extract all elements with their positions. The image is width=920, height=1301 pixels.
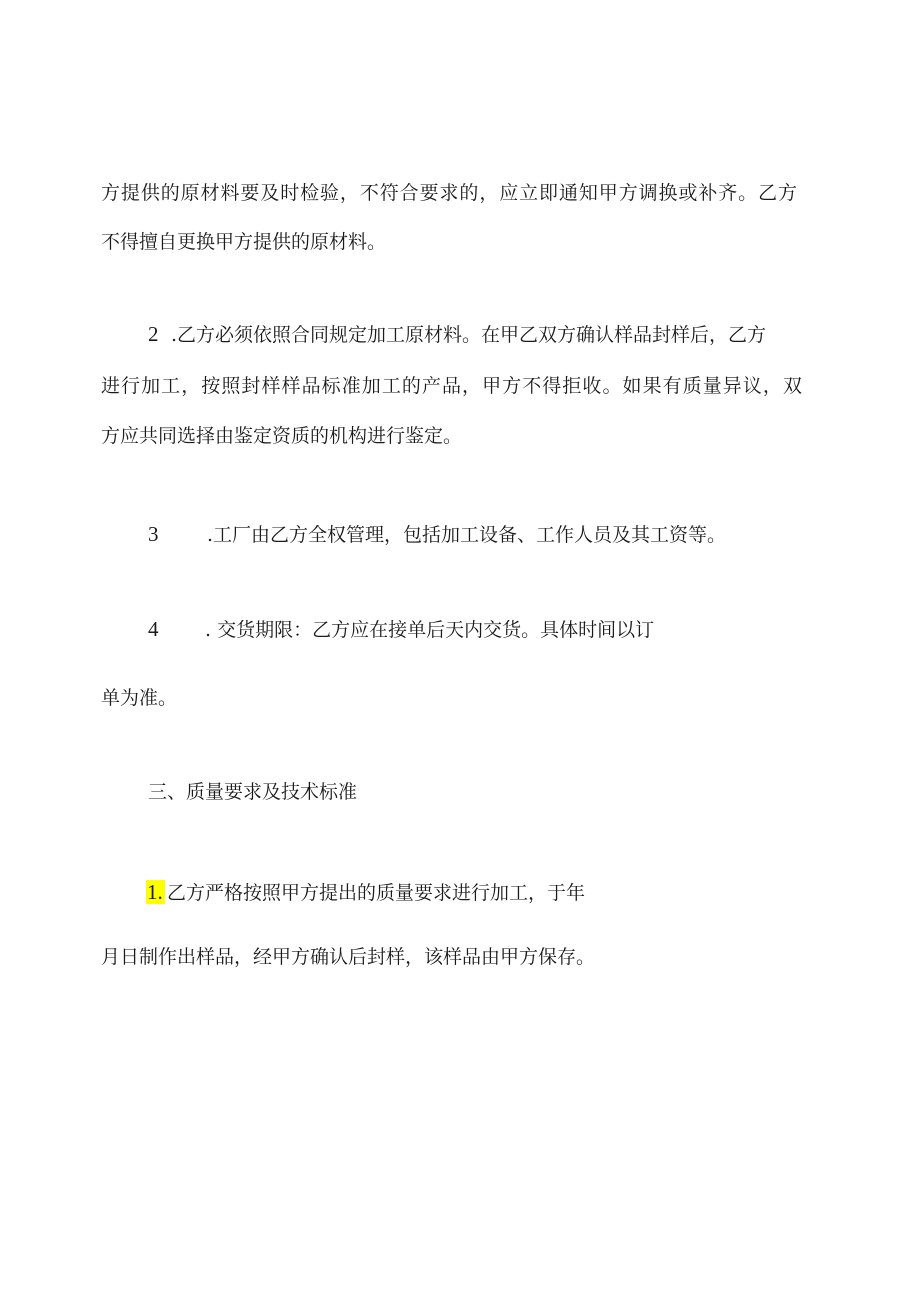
item4-number: 4 — [148, 617, 159, 641]
item2-line2: 进行加工，按照封样样品标准加工的产品，甲方不得拒收。如果有质量异议，双 — [101, 375, 802, 397]
item1-line2: 月日制作出样品，经甲方确认后封样，该样品由甲方保存。 — [101, 946, 596, 968]
item3-text: .工厂由乙方全权管理，包括加工设备、工作人员及其工资等。 — [207, 524, 727, 546]
para1-line1: 方提供的原材料要及时检验，不符合要求的，应立即通知甲方调换或补齐。乙方 — [101, 182, 797, 204]
section-heading: 三、质量要求及技术标准 — [148, 781, 358, 803]
item2-number: 2 — [148, 322, 159, 346]
item1-line1: 乙方严格按照甲方提出的质量要求进行加工，于年 — [167, 882, 586, 904]
item4-line2: 单为准。 — [101, 687, 178, 709]
item3-number: 3 — [148, 522, 159, 546]
item2-line1: .乙方必须依照合同规定加工原材料。在甲乙双方确认样品封样后，乙方 — [171, 324, 767, 346]
item2-line3: 方应共同选择由鉴定资质的机构进行鉴定。 — [101, 425, 463, 447]
item4-line1: . 交货期限：乙方应在接单后天内交货。具体时间以订 — [205, 619, 655, 641]
item1-number-highlight: 1. — [147, 880, 163, 904]
para1-line2: 不得擅自更换甲方提供的原材料。 — [101, 231, 387, 253]
